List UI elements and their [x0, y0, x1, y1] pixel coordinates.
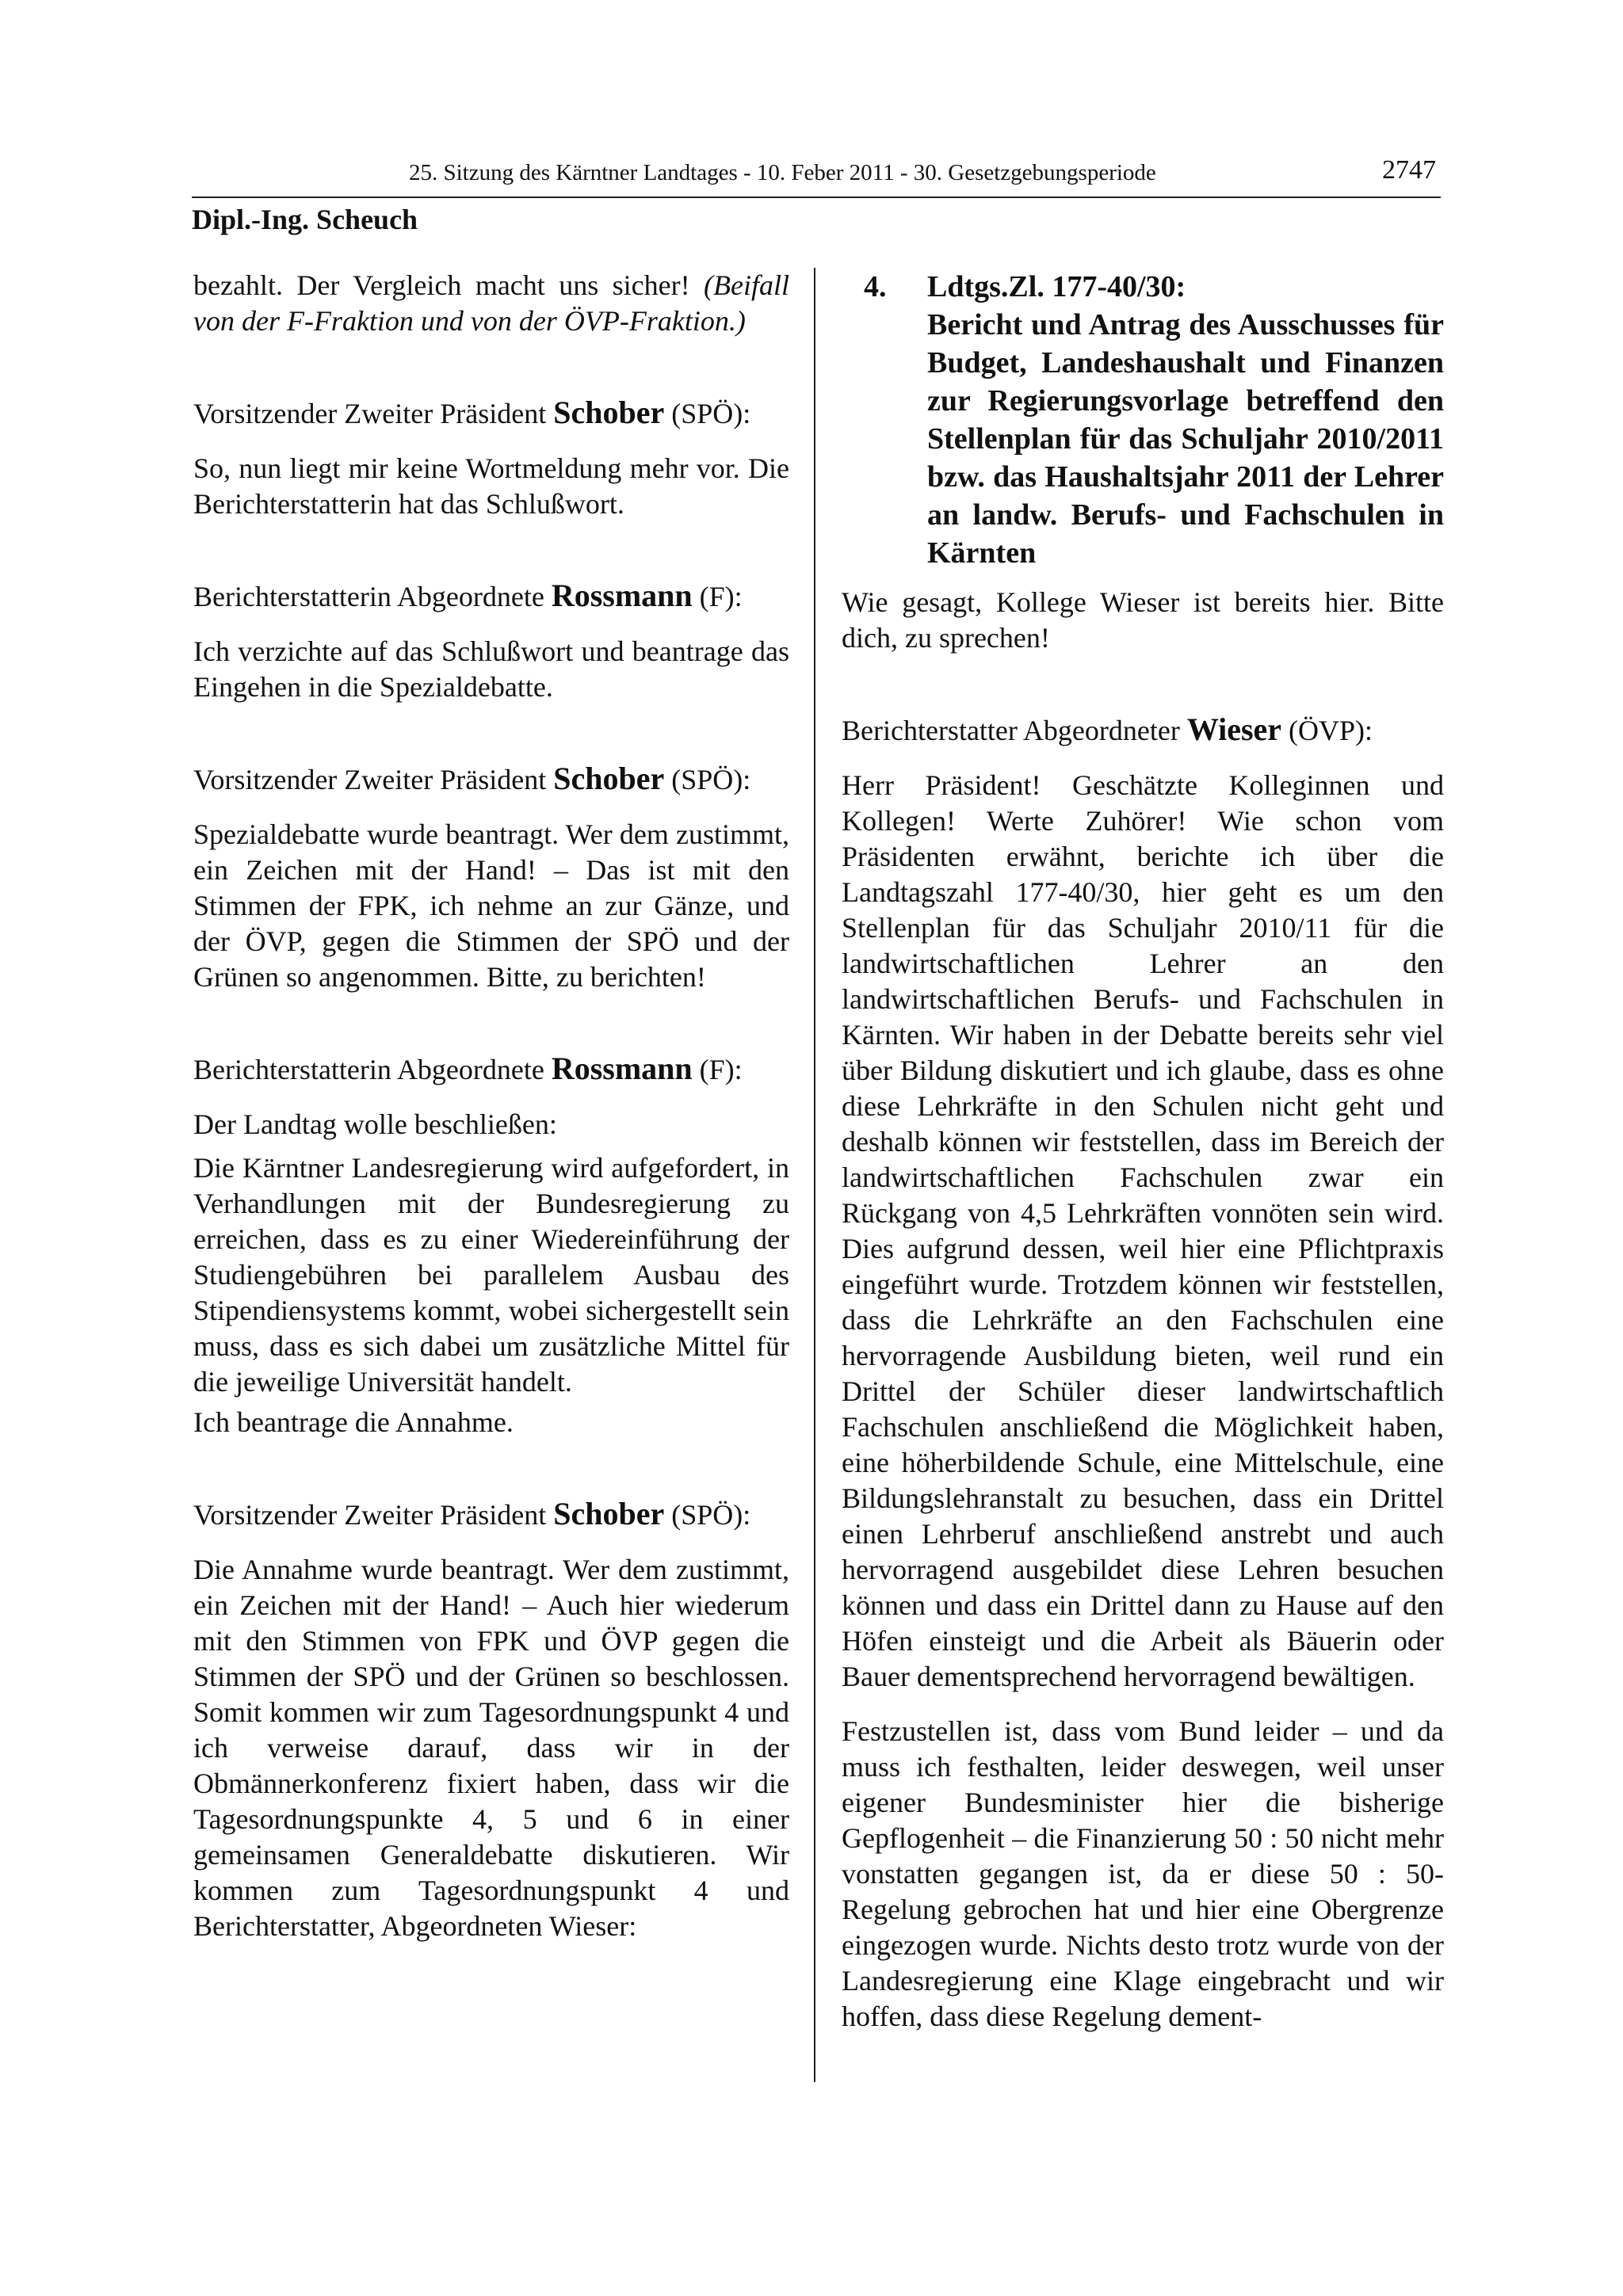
session-title: 25. Sitzung des Kärntner Landtages - 10. Feber 2011 - 30. Gesetzgebungsperiode: [409, 160, 1156, 185]
agenda-item-heading: [842, 268, 1444, 572]
paragraph: Festzustellen ist, dass vom Bund leider – und da muss ich festhalten, leider deswegen, weil unser eigener Bundesminister hier die bisherige Gepflogenheit – die Finanzierung 50 : 50 nicht mehr vonstatten gegangen ist, da er diese 50 : 50-Regelung gebrochen hat und hier eine Obergrenze eingezogen wurde. Nichts desto trotz wurde von der Landesregierung eine Klage eingebracht und wir hoffen, dass diese Regelung dement-: [842, 1715, 1444, 2032]
column-divider: [814, 268, 815, 2082]
paragraph-motion-text: Die Kärntner Landesregierung wird aufgefordert, in Verhandlungen mit der Bundesregierung zu erreichen, dass es zu einer Wiedereinführung der Studiengebühren bei parallelem Ausbau des Stipendiensystems kommt, wobei sichergestellt sein muss, dass es sich dabei um zusätzliche Mittel für die jeweilige Universität handelt.: [193, 1152, 789, 1398]
paragraph: Ich verzichte auf das Schlußwort und beantrage das Eingehen in die Spezialdebatte.: [193, 635, 789, 703]
speaker-line: Vorsitzender Zweiter Präsident Schober (SPÖ):: [193, 1496, 751, 1531]
paragraph: Ich beantrage die Annahme.: [193, 1406, 514, 1438]
paragraph: Die Annahme wurde beantragt. Wer dem zustimmt, ein Zeichen mit der Hand! – Auch hier wiederum mit den Stimmen von FPK und ÖVP gegen die Stimmen der SPÖ und der Grünen so beschlossen. Somit kommen wir zum Tagesordnungspunkt 4 und ich verweise darauf, dass wir in der Obmännerkonferenz fixiert haben, dass wir die Tagesordnungspunkte 4, 5 und 6 in einer gemeinsamen Generaldebatte diskutieren. Wir kommen zum Tagesordnungspunkt 4 und Berichterstatter, Abgeordneten Wieser:: [193, 1554, 789, 1942]
speaker-line: Berichterstatterin Abgeordnete Rossmann (F):: [193, 1051, 743, 1086]
agenda-title: Bericht und Antrag des Ausschusses für Budget, Landeshaushalt und Finanzen zur Regierungsvorlage betreffend den Stellenplan für das Schuljahr 2010/2011 bzw. das Haushaltsjahr 2011 der Lehrer an landw. Berufs- und Fachschulen in Kärnten: [927, 308, 1444, 570]
speaker-line: Berichterstatter Abgeordneter Wieser (ÖVP):: [842, 711, 1373, 747]
paragraph-report: Herr Präsident! Geschätzte Kolleginnen und Kollegen! Werte Zuhörer! Wie schon vom Präsidenten erwähnt, berichte ich über die Landtagszahl 177-40/30, hier geht es um den Stellenplan für das Schuljahr 2010/11 für die landwirtschaftlichen Lehrer an den landwirtschaftlichen Berufs- und Fachschulen in Kärnten. Wir haben in der Debatte bereits sehr viel über Bildung diskutiert und ich glaube, dass es ohne diese Lehrkräfte in den Schulen nicht geht und deshalb können wir feststellen, dass im Bereich der landwirtschaftlichen Fachschulen zwar ein Rückgang von 4,5 Lehrkräften vonnöten sein wird. Dies aufgrund dessen, weil hier eine Pflichtpraxis eingeführt wurde. Trotzdem können wir feststellen, dass die Lehrkräfte an den Fachschulen eine hervorragende Ausbildung bieten, weil rund ein Drittel der Schüler dieser landwirtschaftlich Fachschulen anschließend die Möglichkeit haben, eine höherbildende Schule, eine Mittelschule, eine Bildungslehranstalt zu besuchen, dass ein Drittel einen Lehrberuf anschließend anstrebt und auch hervorragend ausgebildet diese Lehren besuchen können und dass ein Drittel dann zu Hause auf den Höfen einsteigt und die Arbeit als Bäuerin oder Bauer dementsprechend hervorragend bewältigen.: [842, 769, 1444, 1692]
speaker-line: Vorsitzender Zweiter Präsident Schober (SPÖ):: [193, 395, 751, 430]
page-header: [192, 155, 1441, 198]
paragraph-closing-remark: bezahlt. Der Vergleich macht uns sicher! (Beifall von der F-Fraktion und von der ÖVP-Fraktion.): [193, 269, 789, 337]
paragraph: So, nun liegt mir keine Wortmeldung mehr vor. Die Berichterstatterin hat das Schlußwort.: [193, 452, 789, 520]
speaker-line: Berichterstatterin Abgeordnete Rossmann (F):: [193, 578, 743, 613]
right-column: [842, 268, 1444, 2035]
running-speaker-label: Dipl.-Ing. Scheuch: [192, 204, 418, 235]
agenda-reference: Ldtgs.Zl. 177-40/30:: [927, 270, 1186, 303]
paragraph-motion-intro: Der Landtag wolle beschließen:: [193, 1108, 557, 1140]
paragraph: Wie gesagt, Kollege Wieser ist bereits hier. Bitte dich, zu sprechen!: [842, 586, 1444, 654]
left-column: [193, 268, 789, 1944]
paragraph: Spezialdebatte wurde beantragt. Wer dem zustimmt, ein Zeichen mit der Hand! – Das ist mit den Stimmen der FPK, ich nehme an zur Gänze, und der ÖVP, gegen die Stimmen der SPÖ und der Grünen so angenommen. Bitte, zu berichten!: [193, 818, 789, 993]
applause-note: (Beifall von der F-Fraktion und von der ÖVP-Fraktion.): [193, 269, 789, 337]
page-number: 2747: [1382, 155, 1436, 185]
speaker-line: Vorsitzender Zweiter Präsident Schober (SPÖ):: [193, 761, 751, 796]
agenda-number: 4.: [864, 270, 887, 303]
